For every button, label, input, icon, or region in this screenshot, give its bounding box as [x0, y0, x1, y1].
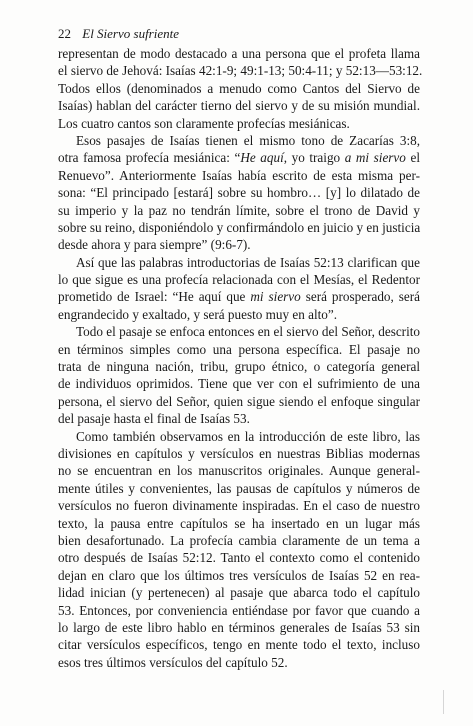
- text-line: no se encuentran en los manuscritos originales. Aunque general-: [58, 463, 420, 479]
- text-line: otro después de Isaías 52:12. Tanto el contexto como el contenido: [58, 550, 420, 566]
- text-line: lidad inician (y pertenecen) al pasaje que abarca todo el capítulo: [58, 585, 420, 601]
- text-line: Los cuatro cantos son claramente profecías mesiánicas.: [58, 115, 350, 131]
- text-line: Isaías) hablan del carácter tierno del siervo y de su misión mundial.: [58, 98, 420, 114]
- page-number: 22: [58, 26, 71, 41]
- text-line: sobre su reino, disponiéndolo y confirmándolo en juicio y en justicia: [58, 219, 421, 235]
- text-line: el siervo de Jehová: Isaías 42:1-9; 49:1-13; 50:4-11; y 52:13—53:12.: [58, 63, 423, 79]
- text-line: sona: “El principado [estará] sobre su hombro… [y] lo dilatado de: [58, 185, 420, 201]
- text-line: dejan en claro que los últimos tres versículos de Isaías 52 en rea-: [58, 567, 420, 583]
- text-line: Renuevo”. Anteriormente Isaías había escrito de esta misma per-: [58, 167, 420, 183]
- text-line: Como también observamos en la introducción de este libro, las: [76, 428, 420, 444]
- text-line: su imperio y la paz no tendrán límite, sobre el trono de David y: [58, 202, 420, 218]
- text-segment: será prosperado, será: [300, 289, 421, 305]
- text-line: representan de modo destacado a una persona que el profeta llama: [58, 46, 420, 61]
- text-line: Todos ellos (denominados a menudo como Cantos del Siervo de: [58, 80, 420, 96]
- text-line: Así que las palabras introductorias de Isaías 52:13 clarifican que: [76, 254, 420, 270]
- text-line: texto, la pausa entre capítulos se ha insertado en un lugar más: [58, 515, 420, 531]
- body-text: [58, 45, 423, 671]
- text-segment: el: [405, 150, 420, 166]
- text-segment: , yo traigo: [283, 150, 345, 166]
- text-line: 53. Entonces, por conveniencia entiéndase por favor que cuando a: [58, 602, 420, 618]
- text-line: [58, 288, 420, 305]
- text-line: mente útiles y convenientes, las pausas de capítulos y números de: [58, 480, 420, 496]
- text-line: persona, el siervo del Señor, quien sigue siendo el enfoque singular: [58, 393, 420, 409]
- page-edge-mark: [443, 690, 444, 714]
- emphasis-text: a mi siervo: [344, 150, 406, 166]
- text-line: lo que sigue es una profecía relacionada con el Mesías, el Redentor: [58, 272, 420, 288]
- emphasis-text: He aquí: [240, 150, 284, 166]
- text-line: trata de ninguna nación, tribu, grupo étnico, o categoría general: [58, 359, 420, 375]
- text-line: Todo el pasaje se enfoca entonces en el siervo del Señor, descrito: [76, 324, 420, 340]
- running-head: [58, 26, 179, 42]
- text-line: versículos no fueron divinamente inspiradas. En el caso de nuestro: [58, 498, 420, 514]
- book-title: El Siervo sufriente: [82, 26, 180, 41]
- text-line: desde ahora y para siempre” (9:6-7).: [58, 237, 251, 253]
- text-line: citar versículos específicos, tengo en mente todo el texto, incluso: [58, 637, 420, 653]
- text-line: bien desafortunado. La profecía cambia claramente de un tema a: [58, 532, 420, 548]
- text-line: en términos simples como una persona específica. El pasaje no: [58, 341, 420, 357]
- text-line: [58, 149, 420, 166]
- text-line: engrandecido y exaltado, y será puesto muy en alto”.: [58, 306, 338, 322]
- text-segment: otra famosa profecía mesiánica: “: [58, 150, 241, 166]
- text-line: de individuos oprimidos. Tiene que ver con el sufrimiento de una: [58, 376, 420, 392]
- text-line: lo largo de este libro hablo en términos generales de Isaías 53 sin: [58, 619, 420, 635]
- text-line: esos tres últimos versículos del capítulo 52.: [58, 654, 288, 670]
- text-line: divisiones en capítulos y versículos en nuestras Biblias modernas: [58, 445, 420, 461]
- text-segment: prometido de Israel: “He aquí que: [58, 289, 251, 305]
- text-line: del pasaje hasta el final de Isaías 53.: [58, 411, 250, 427]
- text-line: Esos pasajes de Isaías tienen el mismo tono de Zacarías 3:8,: [76, 132, 420, 148]
- emphasis-text: mi siervo: [250, 289, 301, 305]
